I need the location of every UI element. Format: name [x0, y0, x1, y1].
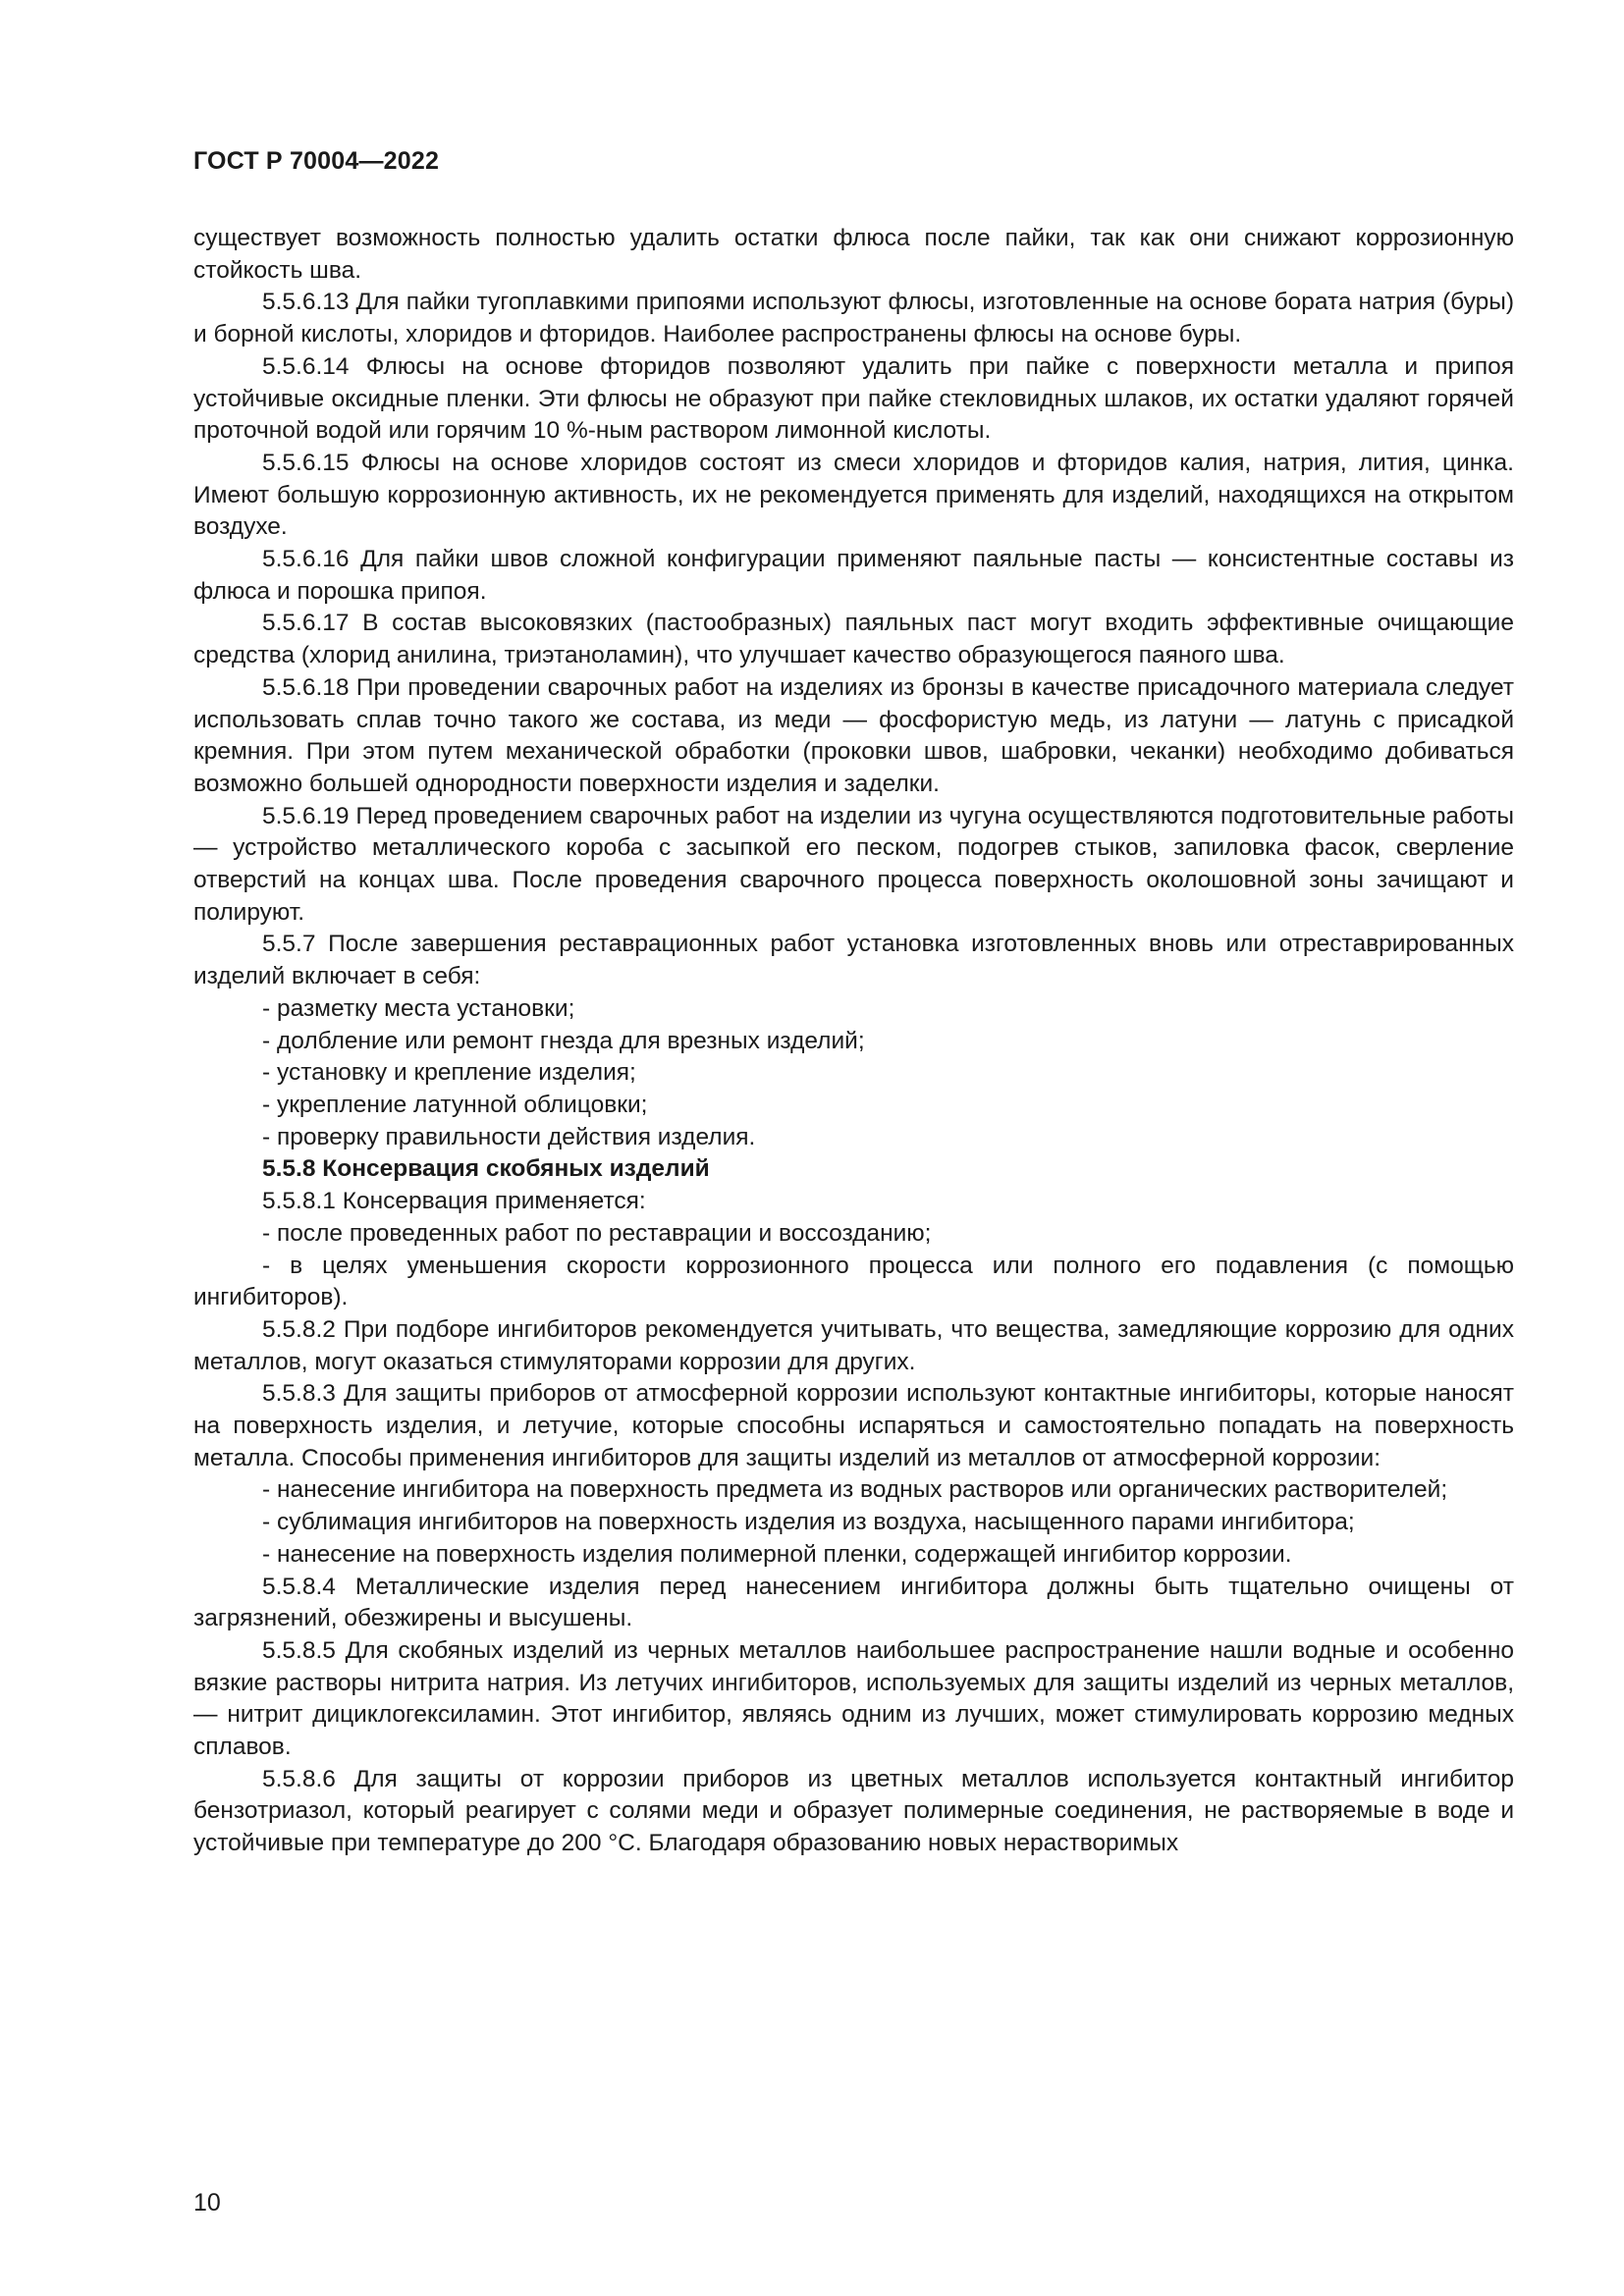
list-item: - в целях уменьшения скорости коррозионного процесса или полного его подавления (с помощью ингибиторов).	[193, 1252, 1514, 1311]
list-item: - после проведенных работ по реставрации и воссозданию;	[262, 1219, 932, 1247]
paragraph: 5.5.6.19 Перед проведением сварочных работ на изделии из чугуна осуществляются подготовительные работы — устройство металлического короба с засыпкой его песком, подогрев стыков, запиловка фасок, сверление отверстий на концах шва. После проведения сварочного процесса поверхность околошовной зоны зачищают и полируют.	[193, 802, 1514, 926]
paragraph: 5.5.7 После завершения реставрационных работ установка изготовленных вновь или отреставрированных изделий включает в себя:	[193, 931, 1514, 990]
list-item: - нанесение на поверхность изделия полимерной пленки, содержащей ингибитор коррозии.	[262, 1540, 1292, 1568]
paragraph: 5.5.8.5 Для скобяных изделий из черных металлов наибольшее распространение нашли водные и особенно вязкие растворы нитрита натрия. Из летучих ингибиторов, используемых для защиты изделий из черных металлов, — нитрит дициклогексиламин. Этот ингибитор, являясь одним из лучших, может стимулировать коррозию медных сплавов.	[193, 1636, 1514, 1761]
list-item: - долбление или ремонт гнезда для врезных изделий;	[262, 1027, 865, 1054]
document-body	[193, 223, 1514, 1860]
list-item: - установку и крепление изделия;	[262, 1059, 636, 1087]
paragraph: 5.5.6.16 Для пайки швов сложной конфигурации применяют паяльные пасты — консистентные составы из флюса и порошка припоя.	[193, 546, 1514, 605]
paragraph: 5.5.6.18 При проведении сварочных работ на изделиях из бронзы в качестве присадочного материала следует использовать сплав точно такого же состава, из меди — фосфористую медь, из латуни — латунь с присадкой кремния. При этом путем механической обработки (проковки швов, шабровки, чеканки) необходимо добиваться возможно большей однородности поверхности изделия и заделки.	[193, 673, 1514, 797]
list-item: - нанесение ингибитора на поверхность предмета из водных растворов или органических растворителей;	[262, 1476, 1448, 1504]
paragraph: 5.5.8.2 При подборе ингибиторов рекомендуется учитывать, что вещества, замедляющие коррозию для одних металлов, могут оказаться стимуляторами коррозии для других.	[193, 1315, 1514, 1375]
list-item: - укрепление латунной облицовки;	[262, 1091, 648, 1118]
paragraph: 5.5.8.6 Для защиты от коррозии приборов из цветных металлов используется контактный ингибитор бензотриазол, который реагирует с солями меди и образует полимерные соединения, не растворяемые в воде и устойчивые при температуре до 200 °С. Благодаря образованию новых нерастворимых	[193, 1765, 1514, 1857]
paragraph: 5.5.8.1 Консервация применяется:	[262, 1188, 646, 1215]
paragraph: существует возможность полностью удалить остатки флюса после пайки, так как они снижают коррозионную стойкость шва.	[193, 225, 1514, 284]
paragraph: 5.5.6.17 В состав высоковязких (пастообразных) паяльных паст могут входить эффективные очищающие средства (хлорид анилина, триэтаноламин), что улучшает качество образующегося паяного шва.	[193, 610, 1514, 669]
page-number: 10	[193, 2189, 221, 2216]
paragraph: 5.5.6.15 Флюсы на основе хлоридов состоят из смеси хлоридов и фторидов калия, натрия, лития, цинка. Имеют большую коррозионную активность, их не рекомендуется применять для изделий, находящихся на открытом воздухе.	[193, 449, 1514, 541]
list-item: - разметку места установки;	[262, 994, 575, 1022]
standard-header: ГОСТ Р 70004—2022	[193, 147, 440, 175]
paragraph: 5.5.6.14 Флюсы на основе фторидов позволяют удалить при пайке с поверхности металла и припоя устойчивые оксидные пленки. Эти флюсы не образуют при пайке стекловидных шлаков, их остатки удаляют горячей проточной водой или горячим 10 %-ным раствором лимонной кислоты.	[193, 352, 1514, 445]
section-heading: 5.5.8 Консервация скобяных изделий	[262, 1155, 710, 1183]
list-item: - сублимация ингибиторов на поверхность изделия из воздуха, насыщенного парами ингибитора;	[262, 1509, 1355, 1536]
paragraph: 5.5.8.4 Металлические изделия перед нанесением ингибитора должны быть тщательно очищены от загрязнений, обезжирены и высушены.	[193, 1573, 1514, 1632]
paragraph: 5.5.6.13 Для пайки тугоплавкими припоями используют флюсы, изготовленные на основе бората натрия (буры) и борной кислоты, хлоридов и фторидов. Наиболее распространены флюсы на основе буры.	[193, 289, 1514, 348]
paragraph: 5.5.8.3 Для защиты приборов от атмосферной коррозии используют контактные ингибиторы, которые наносят на поверхность изделия, и летучие, которые способны испаряться и самостоятельно попадать на поверхность металла. Способы применения ингибиторов для защиты изделий из металлов от атмосферной коррозии:	[193, 1380, 1514, 1471]
list-item: - проверку правильности действия изделия.	[262, 1123, 756, 1150]
